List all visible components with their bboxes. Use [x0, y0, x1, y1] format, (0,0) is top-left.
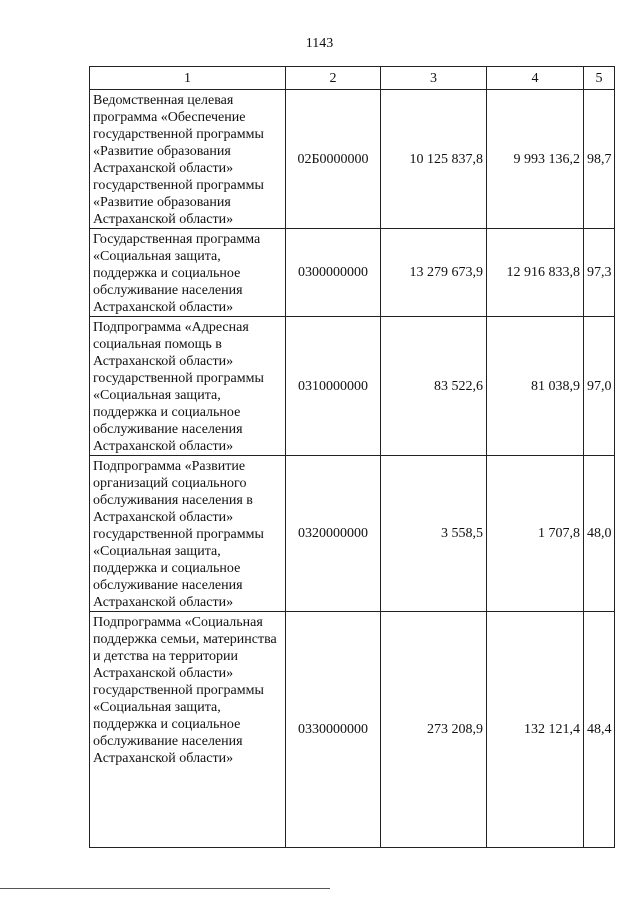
actual-amount: 132 121,4 [487, 612, 584, 848]
program-name: Государственная программа «Социальная защита, поддержка и социальное обслуживание населения Астраханской области» [90, 229, 286, 317]
program-code: 02Б0000000 [286, 90, 381, 229]
header-col-4: 4 [487, 67, 584, 90]
planned-amount: 13 279 673,9 [381, 229, 487, 317]
table-row [90, 456, 615, 612]
planned-amount: 3 558,5 [381, 456, 487, 612]
header-col-3: 3 [381, 67, 487, 90]
program-code: 0330000000 [286, 612, 381, 848]
execution-percent: 48,4 [584, 612, 615, 848]
execution-percent: 97,0 [584, 317, 615, 456]
table-row [90, 317, 615, 456]
program-name: Подпрограмма «Адресная социальная помощь в Астраханской области» государственной программы «Социальная защита, поддержка и социальное обслуживание населения Астраханской области» [90, 317, 286, 456]
actual-amount: 12 916 833,8 [487, 229, 584, 317]
table-row [90, 90, 615, 229]
table-row [90, 229, 615, 317]
planned-amount: 273 208,9 [381, 612, 487, 848]
execution-percent: 48,0 [584, 456, 615, 612]
actual-amount: 9 993 136,2 [487, 90, 584, 229]
table-header-row [90, 67, 615, 90]
planned-amount: 83 522,6 [381, 317, 487, 456]
program-code: 0310000000 [286, 317, 381, 456]
program-code: 0300000000 [286, 229, 381, 317]
header-col-2: 2 [286, 67, 381, 90]
actual-amount: 1 707,8 [487, 456, 584, 612]
header-col-5: 5 [584, 67, 615, 90]
execution-percent: 97,3 [584, 229, 615, 317]
planned-amount: 10 125 837,8 [381, 90, 487, 229]
program-name: Ведомственная целевая программа «Обеспечение государственной программы «Развитие образования Астраханской области» государственной программы «Развитие образования Астраханской области» [90, 90, 286, 229]
program-name: Подпрограмма «Социальная поддержка семьи, материнства и детства на территории Астраханской области» государственной программы «Социальная защита, поддержка и социальное обслуживание населения Астраханской области» [90, 612, 286, 848]
actual-amount: 81 038,9 [487, 317, 584, 456]
execution-percent: 98,7 [584, 90, 615, 229]
bottom-divider [0, 888, 330, 889]
budget-table [89, 66, 615, 848]
header-col-1: 1 [90, 67, 286, 90]
program-code: 0320000000 [286, 456, 381, 612]
table-row [90, 612, 615, 848]
page-number: 1143 [305, 36, 334, 51]
program-name: Подпрограмма «Развитие организаций социального обслуживания населения в Астраханской области» государственной программы «Социальная защита, поддержка и социальное обслуживание населения Астраханской области» [90, 456, 286, 612]
